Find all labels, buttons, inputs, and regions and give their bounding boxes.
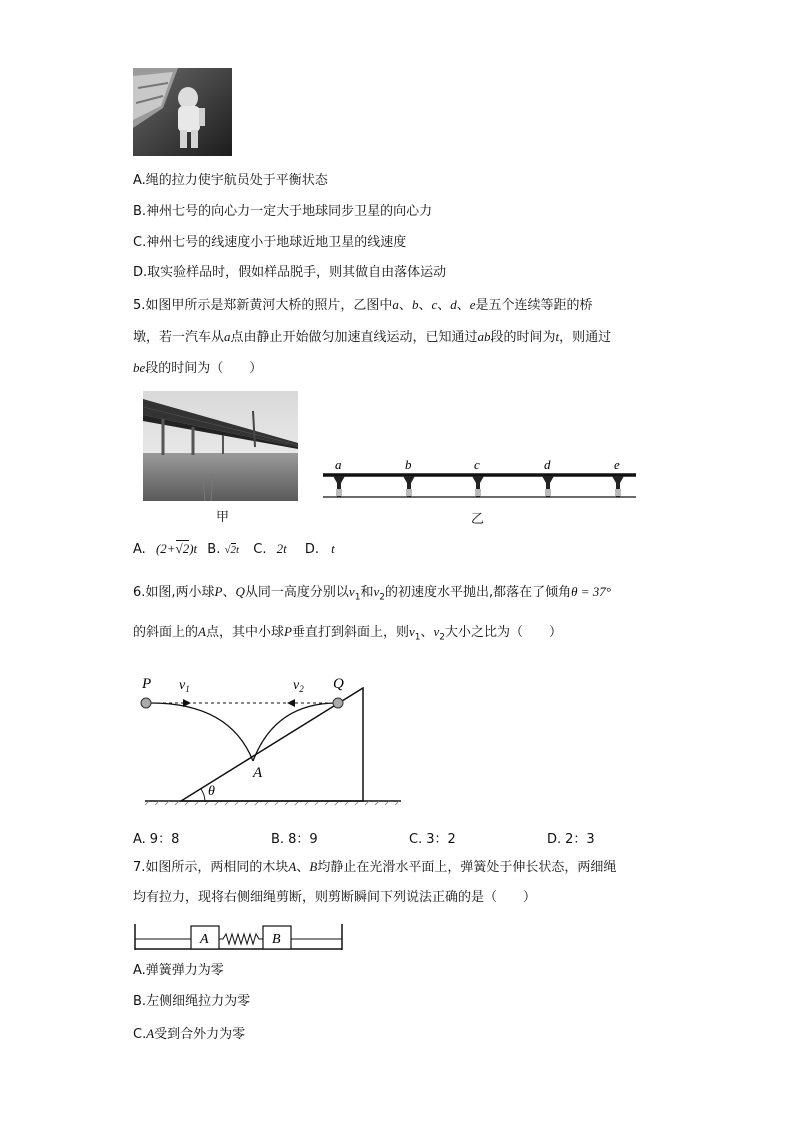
- pier-label-b: b: [405, 457, 412, 472]
- spring-blocks-diagram: [133, 920, 345, 952]
- pier-label-e: e: [614, 457, 620, 472]
- q4-option-a: A.绳的拉力使宇航员处于平衡状态: [133, 173, 328, 188]
- q4-option-c: C.神州七号的线速度小于地球近地卫星的线速度: [133, 235, 407, 250]
- svg-text:v1: [179, 678, 190, 694]
- caption-yi: 乙: [471, 512, 485, 527]
- pier-diagram: [318, 455, 640, 501]
- q7-option-c: C.A受到合外力为零: [133, 1026, 246, 1042]
- q7-option-a: A.弹簧弹力为零: [133, 963, 224, 978]
- q5-options: A. (2+√2)t B. √2t C. 2t D. t: [133, 541, 335, 557]
- pier-label-d: d: [544, 457, 551, 472]
- q6-stem-line1: 6.如图,两小球P、Q从同一高度分别以$v_1$和$v_2$的初速度水平抛出,都落在了倾角θ = 37°: [133, 584, 611, 603]
- label-v2: v: [293, 678, 300, 693]
- q4-option-d: D.取实验样品时，假如样品脱手，则其做自由落体运动: [133, 265, 447, 280]
- q6-option-b: B. 8：9: [271, 832, 318, 847]
- q6-stem-line2: 的斜面上的A点，其中小球P垂直打到斜面上，则$v_1$、$v_2$大小之比为（ ）: [133, 624, 563, 643]
- pier-label-c: c: [474, 457, 480, 472]
- q6-option-c: C. 3：2: [409, 832, 456, 847]
- incline-diagram: [135, 668, 405, 808]
- label-v2-sub: 2: [299, 684, 304, 694]
- q5-stem-line1: 5.如图甲所示是郑新黄河大桥的照片，乙图中a、b、c、d、e是五个连续等距的桥: [133, 297, 593, 313]
- q6-option-a: A. 9：8: [133, 832, 180, 847]
- q5-stem-line2: 墩，若一汽车从a点由静止开始做匀加速直线运动，已知通过ab段的时间为t，则通过: [133, 329, 612, 345]
- bridge-photo: [143, 391, 298, 501]
- label-theta: θ: [208, 784, 215, 799]
- svg-text:v2: [293, 678, 304, 694]
- q6-option-d: D. 2：3: [547, 832, 595, 847]
- q5-stem-line3: be段的时间为（ ）: [133, 360, 263, 376]
- label-A: A: [253, 765, 263, 781]
- q4-option-b: B.神州七号的向心力一定大于地球同步卫星的向心力: [133, 204, 433, 219]
- label-P: P: [142, 676, 152, 692]
- block-B-label: B: [272, 932, 281, 947]
- block-A-label: A: [200, 932, 209, 947]
- pier-label-a: a: [335, 457, 342, 472]
- label-Q: Q: [333, 676, 344, 692]
- caption-jia: 甲: [216, 510, 230, 525]
- q7-stem-line2: 均有拉力，现将右侧细绳剪断，则剪断瞬间下列说法正确的是（ ）: [133, 890, 537, 905]
- q7-stem-line1: 7.如图所示，两相同的木块A、B均静止在光滑水平面上，弹簧处于伸长状态，两细绳: [133, 859, 617, 875]
- label-v1-sub: 1: [185, 684, 190, 694]
- label-v1: v: [179, 678, 186, 693]
- astronaut-photo: [133, 68, 232, 156]
- q7-option-b: B.左侧细绳拉力为零: [133, 994, 251, 1009]
